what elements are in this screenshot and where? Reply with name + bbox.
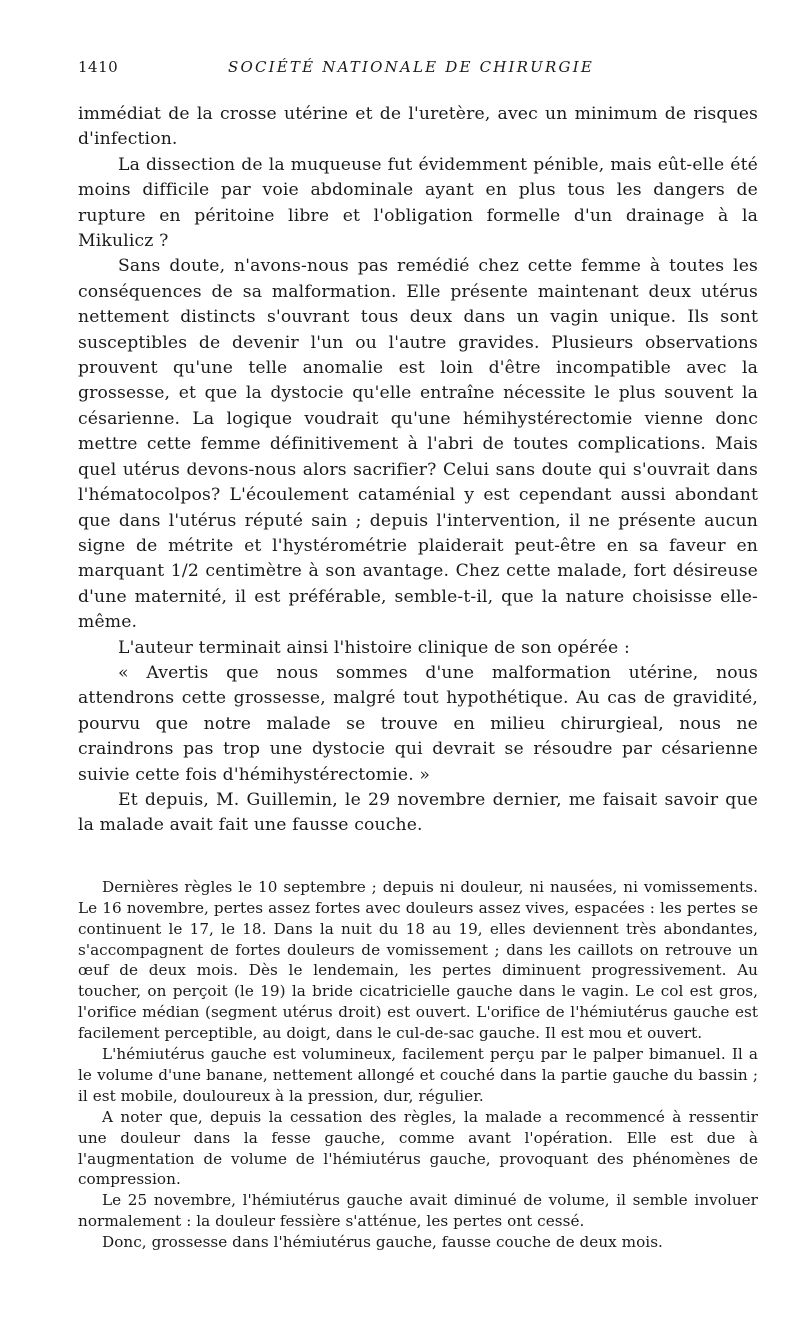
main-text [78, 102, 758, 839]
paragraph: Sans doute, n'avons-nous pas remédié chez cette femme à toutes les conséquences de sa malformation. Elle présente maintenant deux utérus nettement distincts s'ouvrant tous deux dans un vagin unique. Ils sont susceptibles de devenir l'un ou l'autre gravides. Plusieurs observations prouvent qu'une telle anomalie est loin d'être incompatible avec la grossesse, et que la dystocie qu'elle entraîne nécessite le plus souvent la césarienne. La logique voudrait qu'une hémihystérectomie vienne donc mettre cette femme définitivement à l'abri de toutes complications. Mais quel utérus devons-nous alors sacrifier? Celui sans doute qui s'ouvrait dans l'hématocolpos? L'écoulement cataménial y est cependant aussi abondant que dans l'utérus réputé sain ; depuis l'intervention, il ne présente aucun signe de métrite et l'hystérométrie plaiderait peut-être en sa faveur en marquant 1/2 centimètre à son avantage. Chez cette malade, fort désireuse d'une maternité, il est préférable, semble-t-il, que la nature choisisse elle-même. [78, 256, 758, 633]
footnote-paragraph: L'hémiutérus gauche est volumineux, facilement perçu par le palper bimanuel. Il a le volume d'une banane, nettement allongé et couché dans la partie gauche du bassin ; il est mobile, douloureux à la pression, dur, régulier. [78, 1045, 758, 1105]
footnote-paragraph: A noter que, depuis la cessation des règles, la malade a recommencé à ressentir une douleur dans la fesse gauche, comme avant l'opération. Elle est due à l'augmentation de volume de l'hémiutérus gauche, provoquant des phénomènes de compression. [78, 1107, 758, 1189]
quoted-paragraph: « Avertis que nous sommes d'une malformation utérine, nous attendrons cette grossesse, malgré tout hypothétique. Au cas de gravidité, pourvu que notre malade se trouve en milieu chirurgieal, nous ne craindrons pas trop une dystocie qui devrait se résoudre par césarienne suivie cette fois d'hémihystérectomie. » [78, 662, 758, 785]
page-header [78, 58, 758, 84]
document-page [78, 58, 758, 1253]
page-number: 1410 [78, 58, 119, 76]
paragraph: L'auteur terminait ainsi l'histoire clinique de son opérée : [118, 637, 630, 658]
footnote-block [78, 877, 758, 1253]
footnote-paragraph: Donc, grossesse dans l'hémiutérus gauche, fausse couche de deux mois. [102, 1233, 663, 1252]
paragraph: La dissection de la muqueuse fut évidemment pénible, mais eût-elle été moins difficile par voie abdominale ayant en plus tous les dangers de rupture en péritoine libre et l'obligation formelle d'un drainage à la Mikulicz ? [78, 154, 758, 252]
running-title: SOCIÉTÉ NATIONALE DE CHIRURGIE [228, 58, 594, 76]
footnote-paragraph: Dernières règles le 10 septembre ; depuis ni douleur, ni nausées, ni vomissements. Le 16 novembre, pertes assez fortes avec douleurs assez vives, espacées : les pertes se continuent le 17, le 18. Dans la nuit du 18 au 19, elles deviennent très abondantes, s'accompagnent de fortes douleurs de vomissement ; dans les caillots on retrouve un œuf de deux mois. Dès le lendemain, les pertes diminuent progressivement. Au toucher, on perçoit (le 19) la bride cicatricielle gauche dans le vagin. Le col est gros, l'orifice médian (segment utérus droit) est ouvert. L'orifice de l'hémiutérus gauche est facilement perceptible, au doigt, dans le cul-de-sac gauche. Il est mou et ouvert. [78, 877, 758, 1043]
footnote-paragraph: Le 25 novembre, l'hémiutérus gauche avait diminué de volume, il semble involuer normalement : la douleur fessière s'atténue, les pertes ont cessé. [78, 1191, 758, 1231]
paragraph-continued: immédiat de la crosse utérine et de l'uretère, avec un minimum de risques d'infection. [78, 104, 758, 150]
paragraph: Et depuis, M. Guillemin, le 29 novembre dernier, me faisait savoir que la malade avait fait une fausse couche. [78, 789, 758, 836]
